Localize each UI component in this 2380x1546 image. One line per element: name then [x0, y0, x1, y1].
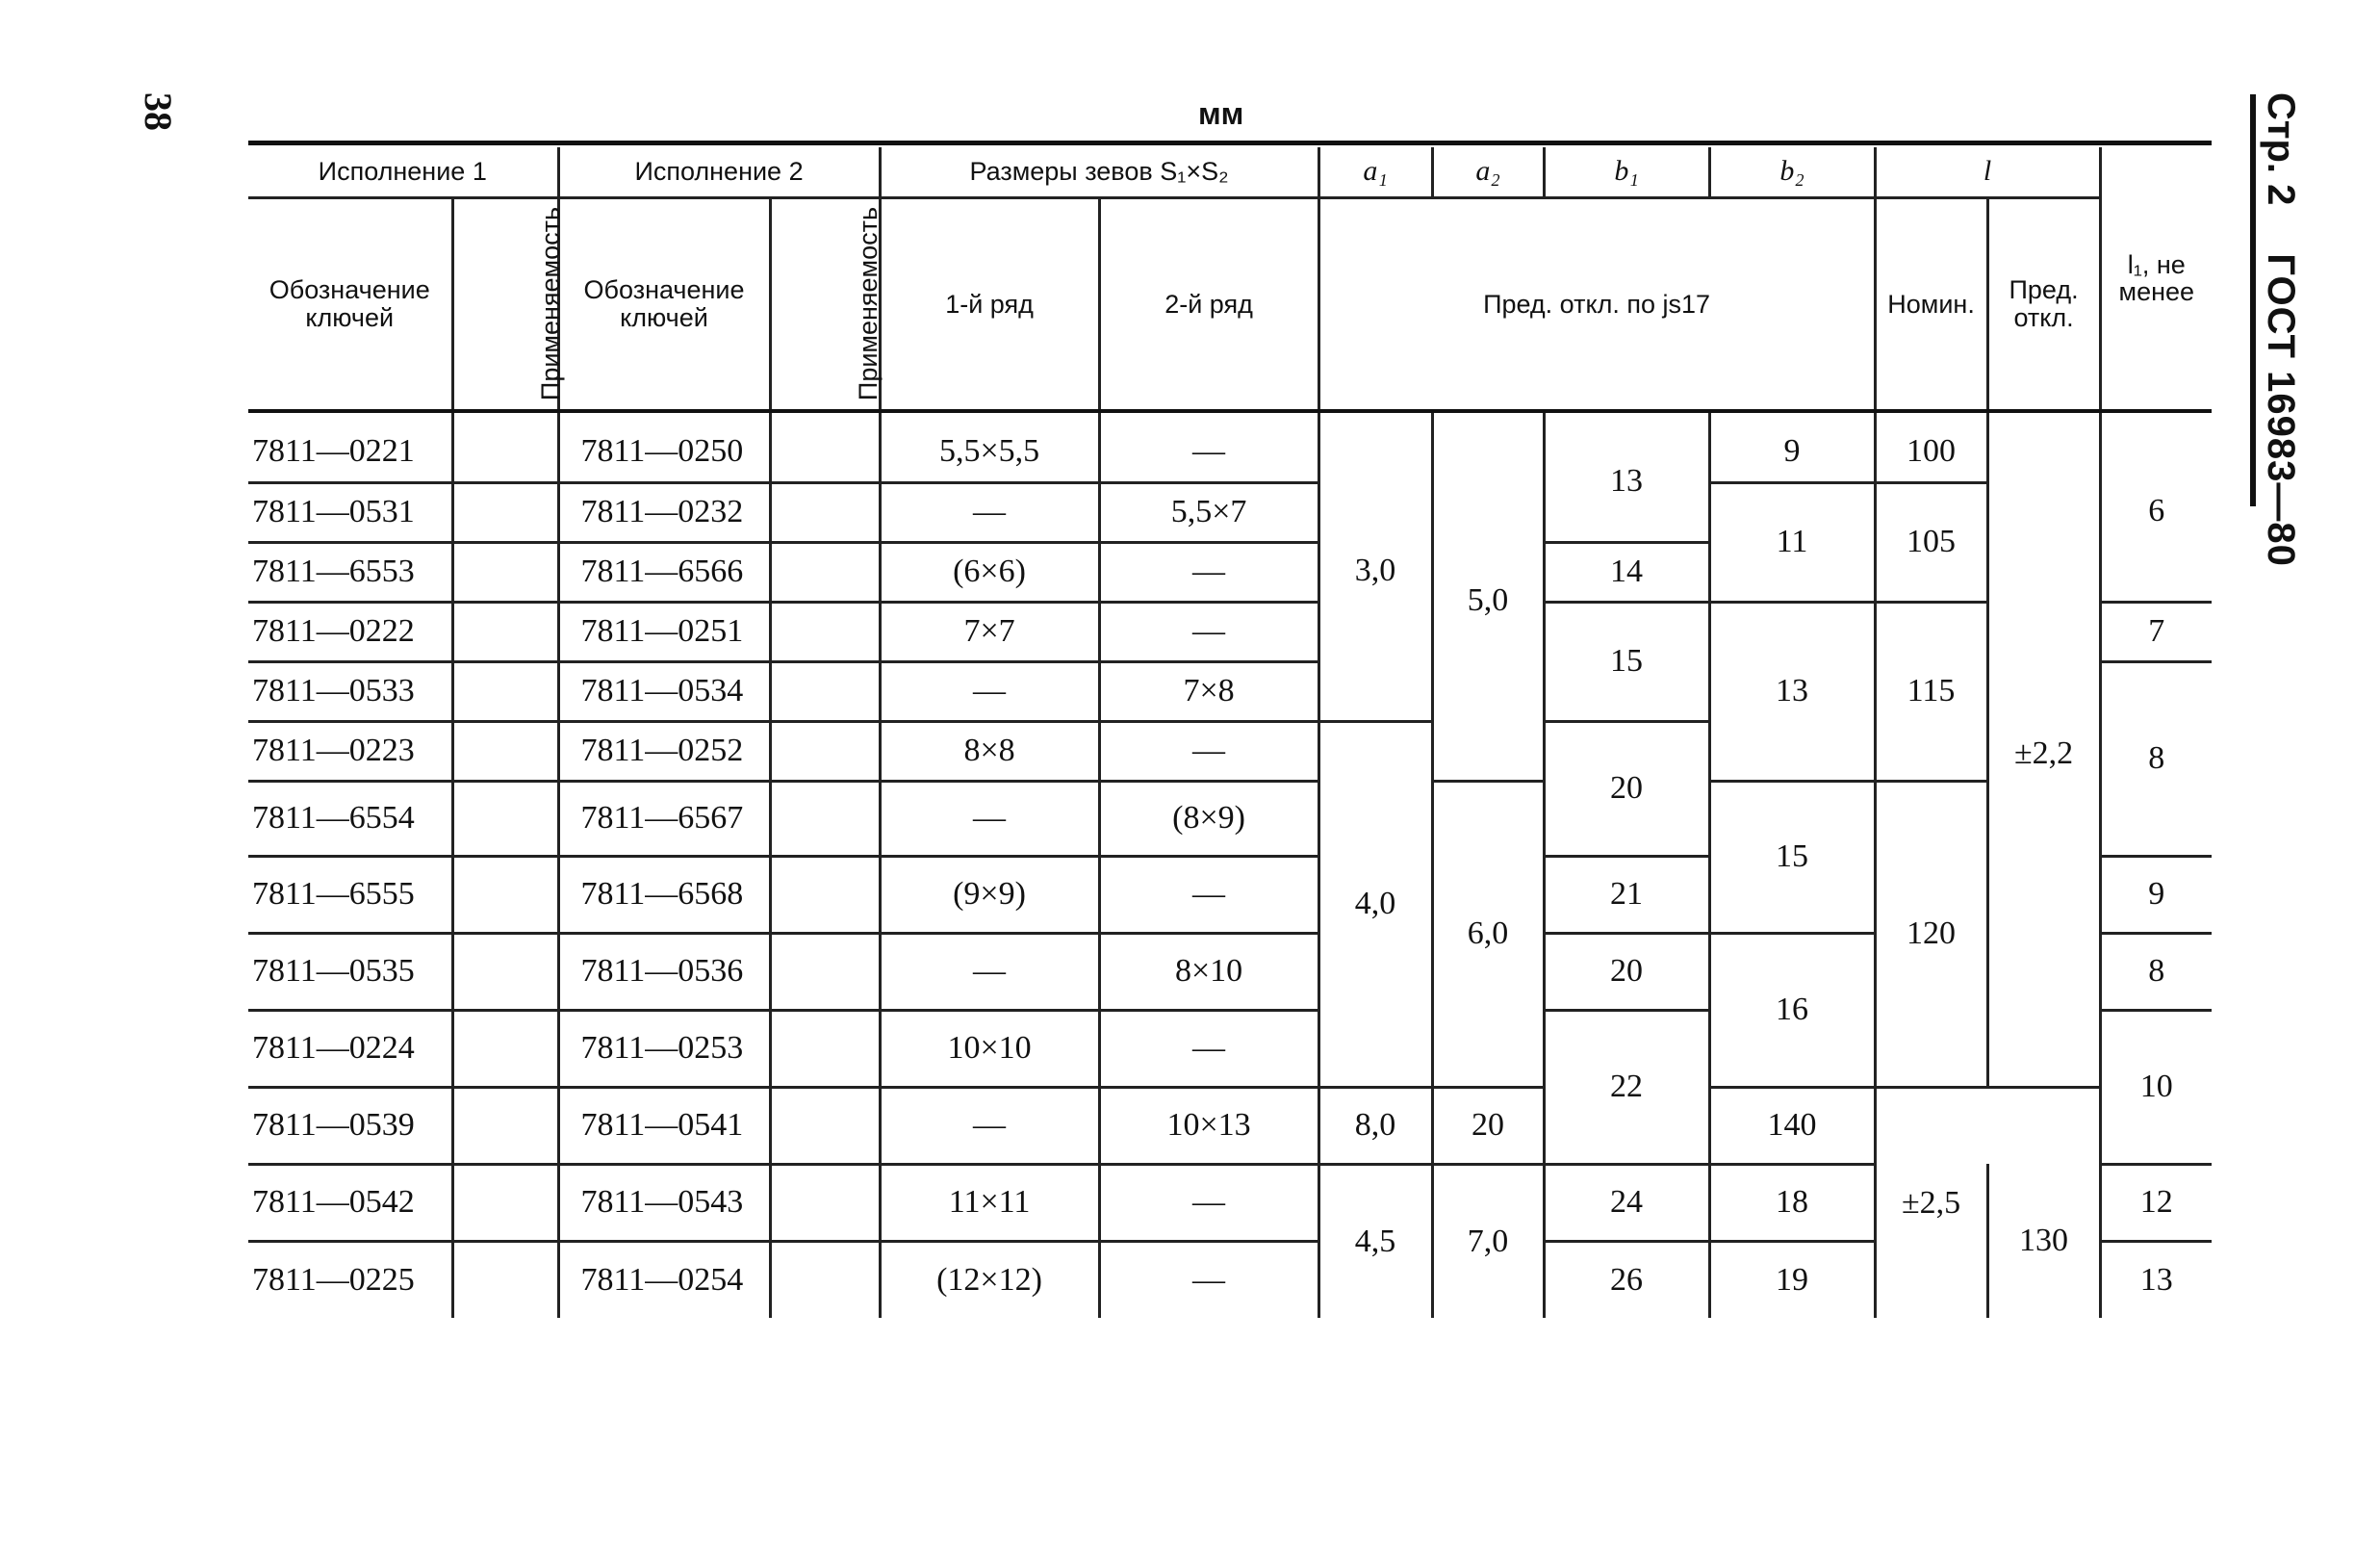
key-code-exec1: 7811—6554: [248, 781, 452, 856]
l1-value: 12: [2100, 1164, 2212, 1241]
applicability-cell: [770, 721, 880, 781]
applicability-cell: [452, 721, 558, 781]
key-code-exec2: 7811—6568: [558, 856, 770, 933]
applicability-cell: [770, 1087, 880, 1164]
header-row2: 2-й ряд: [1099, 197, 1318, 411]
b2-value: 15: [1709, 781, 1875, 933]
key-code-exec2: 7811—6567: [558, 781, 770, 856]
applicability-cell: [770, 1241, 880, 1318]
applicability-cell: [452, 1087, 558, 1164]
a2-value: 5,0: [1432, 423, 1544, 781]
l-nominal: 115: [1875, 602, 1987, 781]
applicability-label-1: Применяемость: [535, 207, 565, 401]
key-code-exec1: 7811—0542: [248, 1164, 452, 1241]
header-jaw-sizes: Размеры зевов S₁×S₂: [880, 147, 1318, 197]
l-nominal: 105: [1875, 482, 1987, 602]
b1-value: 15: [1544, 602, 1709, 721]
applicability-cell: [452, 856, 558, 933]
key-code-exec1: 7811—0533: [248, 661, 452, 721]
key-code-exec1: 7811—0221: [248, 423, 452, 482]
b2-value: 18: [1709, 1164, 1875, 1241]
l1-value: 7: [2100, 602, 2212, 661]
applicability-cell: [770, 1010, 880, 1087]
jaw-row1: (9×9): [880, 856, 1099, 933]
key-code-exec1: 7811—0224: [248, 1010, 452, 1087]
header-b2: b₂: [1709, 147, 1875, 197]
jaw-row1: (6×6): [880, 542, 1099, 602]
jaw-row2: 5,5×7: [1099, 482, 1318, 542]
b1-value: 21: [1544, 856, 1709, 933]
applicability-cell: [770, 542, 880, 602]
l-nominal: 140: [1709, 1087, 1875, 1164]
key-code-exec2: 7811—0534: [558, 661, 770, 721]
jaw-row1: 8×8: [880, 721, 1099, 781]
b2-value: 19: [1709, 1241, 1875, 1318]
jaw-row1: —: [880, 781, 1099, 856]
header-applicability-2: [770, 197, 883, 411]
jaw-row2: —: [1099, 1164, 1318, 1241]
applicability-cell: [770, 933, 880, 1010]
l1-value: 6: [2100, 423, 2212, 602]
applicability-cell: [770, 1164, 880, 1241]
jaw-row2: —: [1099, 721, 1318, 781]
l1-value: 13: [2100, 1241, 2212, 1318]
b1-value: 24: [1544, 1164, 1709, 1241]
top-rule: [248, 141, 2212, 145]
l-tolerance: ±2,5: [1875, 1087, 1987, 1318]
applicability-cell: [770, 602, 880, 661]
applicability-cell: [452, 933, 558, 1010]
key-code-exec2: 7811—0541: [558, 1087, 770, 1164]
applicability-cell: [452, 542, 558, 602]
l-nominal: 120: [1875, 781, 1987, 1087]
table-row: [248, 781, 2212, 856]
b1-value: 20: [1544, 721, 1709, 856]
header-nominal: Номин.: [1875, 197, 1987, 411]
key-code-exec2: 7811—0536: [558, 933, 770, 1010]
key-code-exec2: 7811—0254: [558, 1241, 770, 1318]
table-body: [248, 411, 2212, 1318]
jaw-row2: —: [1099, 1010, 1318, 1087]
header-exec1: Исполнение 1: [248, 147, 558, 197]
a2-value: 7,0: [1432, 1164, 1544, 1318]
key-code-exec1: 7811—0539: [248, 1087, 452, 1164]
header-l: l: [1875, 147, 2100, 197]
sidebar-page: Стр. 2: [2260, 92, 2302, 206]
applicability-cell: [452, 1164, 558, 1241]
l-tolerance: ±2,2: [1987, 423, 2100, 1087]
applicability-cell: [452, 1010, 558, 1087]
applicability-cell: [770, 482, 880, 542]
l1-value: 10: [2100, 1010, 2212, 1164]
table-row: [248, 482, 2212, 542]
jaw-row1: —: [880, 482, 1099, 542]
sidebar-rule: [2250, 94, 2256, 506]
header-l1: l₁, не менее: [2100, 147, 2212, 411]
jaw-row2: —: [1099, 423, 1318, 482]
key-code-exec2: 7811—0543: [558, 1164, 770, 1241]
a1-value: 4,0: [1318, 721, 1432, 1087]
jaw-row1: 7×7: [880, 602, 1099, 661]
l1-value: 8: [2100, 933, 2212, 1010]
l-nominal: 130: [1987, 1164, 2100, 1318]
sidebar-standard: ГОСТ 16983—80: [2260, 253, 2302, 567]
b1-value: 20: [1544, 933, 1709, 1010]
header-tolerance: Пред. откл.: [1987, 197, 2100, 411]
key-code-exec1: 7811—0225: [252, 1261, 415, 1298]
applicability-label-2: Применяемость: [853, 207, 883, 401]
b2-value: 11: [1709, 482, 1875, 602]
jaw-row2: 10×13: [1099, 1087, 1318, 1164]
table-header: [248, 147, 2212, 411]
jaw-row1: (12×12): [880, 1241, 1099, 1318]
jaw-row1: 5,5×5,5: [880, 423, 1099, 482]
jaw-row2: 8×10: [1099, 933, 1318, 1010]
applicability-cell: [452, 423, 558, 482]
header-a2: a₂: [1432, 147, 1544, 197]
applicability-cell: [770, 856, 880, 933]
a2-value: 6,0: [1432, 781, 1544, 1087]
applicability-cell: [452, 1241, 558, 1318]
applicability-cell: [770, 781, 880, 856]
jaw-row1: —: [880, 933, 1099, 1010]
key-code-exec2: 7811—0253: [558, 1010, 770, 1087]
header-key-designation-2: Обозначение ключей: [558, 197, 770, 411]
key-code-exec1: 7811—0531: [248, 482, 452, 542]
table-row: [248, 602, 2212, 661]
page-number: 38: [137, 92, 180, 131]
key-code-exec1: 7811—6555: [248, 856, 452, 933]
jaw-row2: —: [1099, 1241, 1318, 1318]
jaw-row2: —: [1099, 856, 1318, 933]
key-code-exec2: 7811—0251: [558, 602, 770, 661]
key-code-exec2: 7811—0250: [558, 423, 770, 482]
jaw-row2: (8×9): [1099, 781, 1318, 856]
applicability-cell: [770, 661, 880, 721]
header-a1: a₁: [1318, 147, 1432, 197]
units-label: мм: [1198, 96, 1244, 131]
b2-value: 9: [1709, 423, 1875, 482]
key-code-exec1: 7811—0222: [248, 602, 452, 661]
table-row: [248, 1087, 2212, 1164]
b1-value: 13: [1544, 423, 1709, 542]
table-row: [248, 423, 2212, 482]
header-tolerance-js17: Пред. откл. по js17: [1318, 197, 1875, 411]
l1-value: 8: [2100, 661, 2212, 856]
jaw-row1: —: [880, 1087, 1099, 1164]
key-code-exec2: 7811—0232: [558, 482, 770, 542]
dimensions-table: [248, 147, 2212, 1318]
applicability-cell: [770, 423, 880, 482]
applicability-cell: [452, 602, 558, 661]
header-key-designation-1: Обозначение ключей: [248, 197, 452, 411]
header-row1: 1-й ряд: [880, 197, 1099, 411]
header-b1: b₁: [1544, 147, 1709, 197]
jaw-row2: 7×8: [1099, 661, 1318, 721]
jaw-row1: 10×10: [880, 1010, 1099, 1087]
l1-value: 9: [2100, 856, 2212, 933]
jaw-row1: 11×11: [880, 1164, 1099, 1241]
b2-value: 16: [1709, 933, 1875, 1087]
jaw-row2: —: [1099, 602, 1318, 661]
a2-value: 8,0: [1318, 1087, 1432, 1164]
sidebar-header: [2259, 92, 2302, 567]
header-applicability-1: [452, 197, 565, 411]
header-exec2: Исполнение 2: [558, 147, 880, 197]
key-code-exec1: 7811—0535: [248, 933, 452, 1010]
applicability-cell: [452, 482, 558, 542]
key-code-exec2: 7811—0252: [558, 721, 770, 781]
key-code-exec1: 7811—6553: [248, 542, 452, 602]
b1-value: 14: [1544, 542, 1709, 602]
jaw-row1: —: [880, 661, 1099, 721]
a1-value: 4,5: [1318, 1164, 1432, 1318]
key-code-exec1: 7811—0223: [248, 721, 452, 781]
applicability-cell: [452, 781, 558, 856]
a1-value: 3,0: [1318, 423, 1432, 721]
b2-value: 13: [1709, 602, 1875, 781]
applicability-cell: [452, 661, 558, 721]
b1-value: 26: [1544, 1241, 1709, 1318]
key-code-exec2: 7811—6566: [558, 542, 770, 602]
b1-value: 22: [1544, 1010, 1709, 1164]
l-nominal: 100: [1875, 423, 1987, 482]
b2-value: 20: [1432, 1087, 1544, 1164]
jaw-row2: —: [1099, 542, 1318, 602]
